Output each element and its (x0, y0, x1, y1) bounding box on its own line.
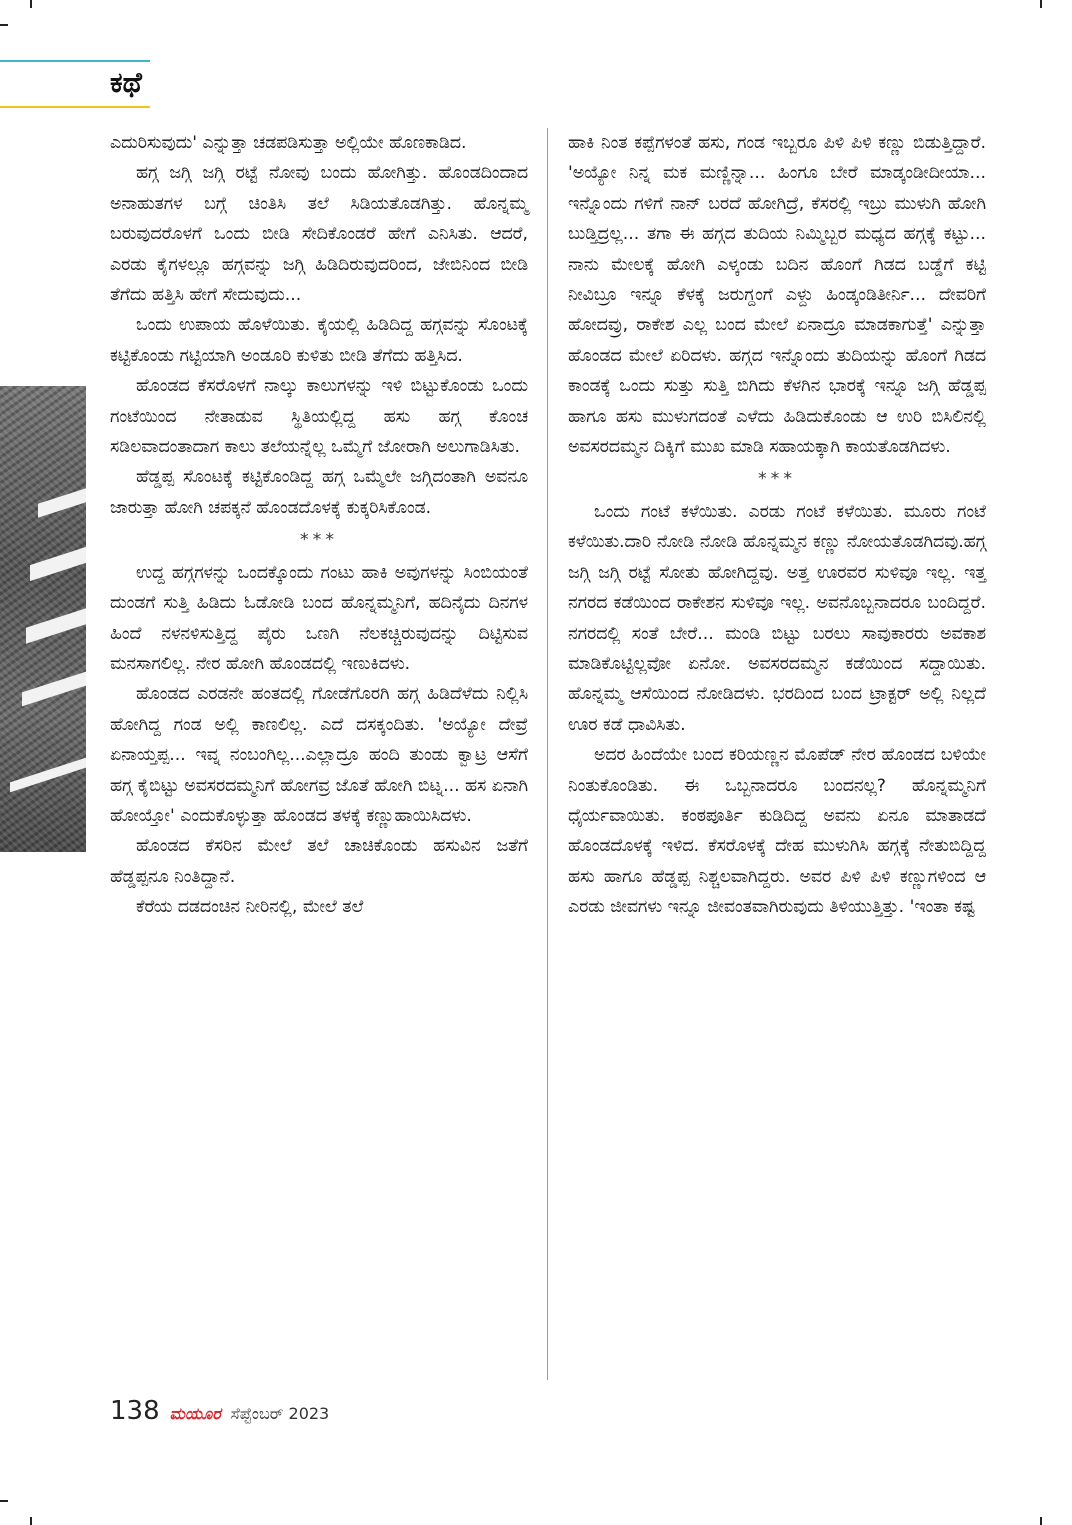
crop-mark-top-left (30, 0, 32, 8)
crop-mark-bottom-left (30, 1517, 32, 1525)
paragraph: ಹೆಡ್ಡಪ್ಪ ಸೊಂಟಕ್ಕೆ ಕಟ್ಟಿಕೊಂಡಿದ್ದ ಹಗ್ಗ ಒಮ್ಮೆಲೇ ಜಗ್ಗಿದಂತಾಗಿ ಅವನೂ ಜಾರುತ್ತಾ ಹೋಗಿ ಚಪಕ್ಕನೆ ಹೊಂಡದೊಳಕ್ಕೆ ಕುಕ್ಕರಿಸಿಕೊಂಡ. (110, 467, 528, 518)
paragraph: ಹೊಂಡದ ಕೆಸರೊಳಗೆ ನಾಲ್ಕು ಕಾಲುಗಳನ್ನು ಇಳಿ ಬಿಟ್ಟುಕೊಂಡು ಒಂದು ಗಂಟೆಯಿಂದ ನೇತಾಡುವ ಸ್ಥಿತಿಯಲ್ಲಿದ್ದ ಹಸು ಹಗ್ಗ ಕೊಂಚ ಸಡಿಲವಾದಂತಾದಾಗ ಕಾಲು ತಲೆಯನ್ನೆಲ್ಲ ಒಮ್ಮೆಗೆ ಜೋರಾಗಿ ಅಲುಗಾಡಿಸಿತು. (110, 376, 528, 458)
paragraph: ಹೊಂಡದ ಕೆಸರಿನ ಮೇಲೆ ತಲೆ ಚಾಚಿಕೊಂಡು ಹಸುವಿನ ಜತೆಗೆ ಹೆಡ್ಡಪ್ಪನೂ ನಿಂತಿದ್ದಾನೆ. (110, 836, 528, 887)
paragraph: ಒಂದು ಉಪಾಯ ಹೊಳೆಯಿತು. ಕೈಯಲ್ಲಿ ಹಿಡಿದಿದ್ದ ಹಗ್ಗವನ್ನು ಸೊಂಟಕ್ಕೆ ಕಟ್ಟಿಕೊಂಡು ಗಟ್ಟಿಯಾಗಿ ಅಂಡೂರಿ ಕುಳಿತು ಬೀಡಿ ತೆಗೆದು ಹತ್ತಿಸಿದ. (110, 315, 528, 366)
column-divider (547, 128, 548, 1380)
page-footer (110, 1396, 329, 1430)
paragraph: ಒಂದು ಗಂಟೆ ಕಳೆಯಿತು. ಎರಡು ಗಂಟೆ ಕಳೆಯಿತು. ಮೂರು ಗಂಟೆ ಕಳೆಯಿತು.ದಾರಿ ನೋಡಿ ನೋಡಿ ಹೊನ್ನಮ್ಮನ ಕಣ್ಣು ನೋಯತೊಡಗಿದವು.ಹಗ್ಗ ಜಗ್ಗಿ ಜಗ್ಗಿ ರಟ್ಟೆ ಸೋತು ಹೋಗಿದ್ದವು. ಅತ್ತ ಊರವರ ಸುಳಿವೂ ಇಲ್ಲ. ಇತ್ತ ನಗರದ ಕಡೆಯಿಂದ ರಾಕೇಶನ ಸುಳಿವೂ ಇಲ್ಲ. ಅವನೊಬ್ಬನಾದರೂ ಬಂದಿದ್ದರೆ. ನಗರದಲ್ಲಿ ಸಂತೆ ಬೇರೆ... ಮಂಡಿ ಬಿಟ್ಟು ಬರಲು ಸಾವುಕಾರರು ಅವಕಾಶ ಮಾಡಿಕೊಟ್ಟಿಲ್ಲವೋ ಏನೋ. ಅವಸರದಮ್ಮನ ಕಡೆಯಿಂದ ಸದ್ದಾಯಿತು. ಹೊನ್ನಮ್ಮ ಆಸೆಯಿಂದ ನೋಡಿದಳು. ಭರದಿಂದ ಬಂದ ಟ್ರಾಕ್ಟರ್ ಅಲ್ಲಿ ನಿಲ್ಲದೆ ಊರ ಕಡೆ ಧಾವಿಸಿತು. (568, 501, 986, 735)
article-column-right (568, 128, 986, 923)
section-separator: *** (300, 530, 338, 551)
paragraph: ಉದ್ದ ಹಗ್ಗಗಳನ್ನು ಒಂದಕ್ಕೊಂದು ಗಂಟು ಹಾಕಿ ಅವುಗಳನ್ನು ಸಿಂಬಿಯಂತೆ ದುಂಡಗೆ ಸುತ್ತಿ ಹಿಡಿದು ಓಡೋಡಿ ಬಂದ ಹೊನ್ನಮ್ಮನಿಗೆ, ಹದಿನೈದು ದಿನಗಳ ಹಿಂದೆ ನಳನಳಿಸುತ್ತಿದ್ದ ಪೈರು ಒಣಗಿ ನೆಲಕಚ್ಚಿರುವುದನ್ನು ದಿಟ್ಟಿಸುವ ಮನಸಾಗಲಿಲ್ಲ. ನೇರ ಹೋಗಿ ಹೊಂಡದಲ್ಲಿ ಇಣುಕಿದಳು. (110, 562, 528, 674)
photo-stripe (26, 608, 86, 643)
crop-mark-bottom-right (1040, 1517, 1042, 1525)
paragraph: ಅದರ ಹಿಂದೆಯೇ ಬಂದ ಕರಿಯಣ್ಣನ ಮೊಪೆಡ್ ನೇರ ಹೊಂಡದ ಬಳಿಯೇ ನಿಂತುಕೊಂಡಿತು. ಈ ಒಬ್ಬನಾದರೂ ಬಂದನಲ್ಲ? ಹೊನ್ನಮ್ಮನಿಗೆ ಧೈರ್ಯವಾಯಿತು. ಕಂಠಪೂರ್ತಿ ಕುಡಿದಿದ್ದ ಅವನು ಏನೂ ಮಾತಾಡದೆ ಹೊಂಡದೊಳಕ್ಕೆ ಇಳಿದ. ಕೆಸರೊಳಕ್ಕೆ ದೇಹ ಮುಳುಗಿಸಿ ಹಗ್ಗಕ್ಕೆ ನೇತುಬಿದ್ದಿದ್ದ ಹಸು ಹಾಗೂ ಹೆಡ್ಡಪ್ಪ ನಿಶ್ಚಲವಾಗಿದ್ದರು. ಅವರ ಪಿಳಿ ಪಿಳಿ ಕಣ್ಣುಗಳಿಂದ ಆ ಎರಡು ಜೀವಗಳು ಇನ್ನೂ ಜೀವಂತವಾಗಿರುವುದು ತಿಳಿಯುತ್ತಿತ್ತು. 'ಇಂತಾ ಕಷ್ಟ (568, 745, 986, 918)
photo-stripe (30, 547, 86, 581)
header-rule-bottom (0, 106, 150, 108)
magazine-logo: ಮಯೂರ (169, 1404, 221, 1423)
photo-strip (0, 386, 86, 852)
paragraph: ಹಾಕಿ ನಿಂತ ಕಪ್ಪೆಗಳಂತೆ ಹಸು, ಗಂಡ ಇಬ್ಬರೂ ಪಿಳಿ ಪಿಳಿ ಕಣ್ಣು ಬಿಡುತ್ತಿದ್ದಾರೆ. 'ಅಯ್ಯೋ ನಿನ್ನ ಮಕ ಮಣ್ಣಿನ್ನಾ... ಹಿಂಗೂ ಬೇರೆ ಮಾಡ್ಕಂಡೀದೀಯಾ... ಇನ್ನೊಂದು ಗಳಿಗೆ ನಾನ್ ಬರದೆ ಹೋಗಿದ್ರೆ, ಕೆಸರಲ್ಲಿ ಇಬ್ರು ಮುಳುಗಿ ಹೋಗಿ ಬುಡ್ತಿದ್ರಲ್ಲ... ತಗಾ ಈ ಹಗ್ಗದ ತುದಿಯ ನಿಮ್ಮಿಬ್ಬರ ಮಧ್ಯದ ಹಗ್ಗಕ್ಕೆ ಕಟ್ಟು... ನಾನು ಮೇಲಕ್ಕೆ ಹೋಗಿ ಎಳ್ಕಂಡು ಬದಿನ ಹೊಂಗೆ ಗಿಡದ ಬಡ್ಡೆಗೆ ಕಟ್ಟಿ ನೀವಿಬ್ರೂ ಇನ್ನೂ ಕೆಳಕ್ಕೆ ಜರುಗ್ದಂಗೆ ಎಳ್ದು ಹಿಂಡ್ಕಂಡಿತೀರ್ನಿ... ದೇವರಿಗೆ ಹೋದವ್ರು, ರಾಕೇಶ ಎಲ್ಲ ಬಂದ ಮೇಲೆ ಏನಾದ್ರೂ ಮಾಡಕಾಗುತ್ತೆ' ಎನ್ನುತ್ತಾ ಹೊಂಡದ ಮೇಲೆ ಏರಿದಳು. ಹಗ್ಗದ ಇನ್ನೊಂದು ತುದಿಯನ್ನು ಹೊಂಗೆ ಗಿಡದ ಕಾಂಡಕ್ಕೆ ಒಂದು ಸುತ್ತು ಸುತ್ತಿ ಬಿಗಿದು ಕೆಳಗಿನ ಭಾರಕ್ಕೆ ಇನ್ನೂ ಜಗ್ಗಿ ಹೆಡ್ಡಪ್ಪ ಹಾಗೂ ಹಸು ಮುಳುಗದಂತೆ ಎಳೆದು ಹಿಡಿದುಕೊಂಡು ಆ ಉರಿ ಬಿಸಿಲಿನಲ್ಲಿ ಅವಸರದಮ್ಮನ ದಿಕ್ಕಿಗೆ ಮುಖ ಮಾಡಿ ಸಹಾಯಕ್ಕಾಗಿ ಕಾಯತೊಡಗಿದಳು. (568, 133, 986, 458)
header-rule-top (0, 60, 150, 62)
section-separator: *** (758, 469, 796, 490)
issue-date: ಸೆಪ್ಟೆಂಬರ್ 2023 (230, 1404, 330, 1423)
photo-stripe (22, 672, 86, 707)
article-column-left (110, 128, 528, 923)
paragraph: ಎದುರಿಸುವುದು' ಎನ್ನುತ್ತಾ ಚಡಪಡಿಸುತ್ತಾ ಅಲ್ಲಿಯೇ ಹೊಣಕಾಡಿದ. (110, 133, 467, 153)
photo-stripe (10, 758, 86, 793)
paragraph: ಹೊಂಡದ ಎರಡನೇ ಹಂತದಲ್ಲಿ ಗೋಡೆಗೊರಗಿ ಹಗ್ಗ ಹಿಡಿದೆಳೆದು ನಿಲ್ಲಿಸಿ ಹೋಗಿದ್ದ ಗಂಡ ಅಲ್ಲಿ ಕಾಣಲಿಲ್ಲ. ಎದೆ ದಸಕ್ಕಂದಿತು. 'ಅಯ್ಯೋ ದೇವ್ರೆ ಏನಾಯ್ತಪ್ಪ... ಇವ್ನ ನಂಬಂಗಿಲ್ಲ...ಎಲ್ಲಾದ್ರೂ ಹಂದಿ ತುಂಡು ಕ್ವಾಟ್ರ ಆಸೆಗೆ ಹಗ್ಗ ಕೈಬಿಟ್ಟು ಅವಸರದಮ್ಮನಿಗೆ ಹೋಗವ್ರ ಜೊತೆ ಹೋಗಿ ಬಿಟ್ನ... ಹಸ ಏನಾಗಿ ಹೋಯ್ತೋ' ಎಂದುಕೊಳ್ಳುತ್ತಾ ಹೊಂಡದ ತಳಕ್ಕೆ ಕಣ್ಣುಹಾಯಿಸಿದಳು. (110, 684, 529, 826)
paragraph: ಹಗ್ಗ ಜಗ್ಗಿ ಜಗ್ಗಿ ರಟ್ಟೆ ನೋವು ಬಂದು ಹೋಗಿತ್ತು. ಹೊಂಡದಿಂದಾದ ಅನಾಹುತಗಳ ಬಗ್ಗೆ ಚಿಂತಿಸಿ ತಲೆ ಸಿಡಿಯತೊಡಗಿತ್ತು. ಹೊನ್ನಮ್ಮ ಬರುವುದರೊಳಗೆ ಒಂದು ಬೀಡಿ ಸೇದಿಕೊಂಡರೆ ಹೇಗೆ ಎನಿಸಿತು. ಆದರೆ, ಎರಡು ಕೈಗಳಲ್ಲೂ ಹಗ್ಗವನ್ನು ಜಗ್ಗಿ ಹಿಡಿದಿರುವುದರಿಂದ, ಜೇಬಿನಿಂದ ಬೀಡಿ ತೆಗೆದು ಹತ್ತಿಸಿ ಹೇಗೆ ಸೇದುವುದು... (110, 163, 528, 306)
page-number: 138 (110, 1396, 160, 1426)
paragraph: ಕೆರೆಯ ದಡದಂಚಿನ ನೀರಿನಲ್ಲಿ, ಮೇಲೆ ತಲೆ (136, 897, 364, 918)
photo-stripe (38, 488, 86, 518)
section-title: ಕಥೆ (110, 66, 142, 99)
crop-mark-top-right (1040, 0, 1042, 8)
crop-mark-left-upper (0, 24, 8, 26)
crop-mark-left-lower (0, 1500, 8, 1502)
